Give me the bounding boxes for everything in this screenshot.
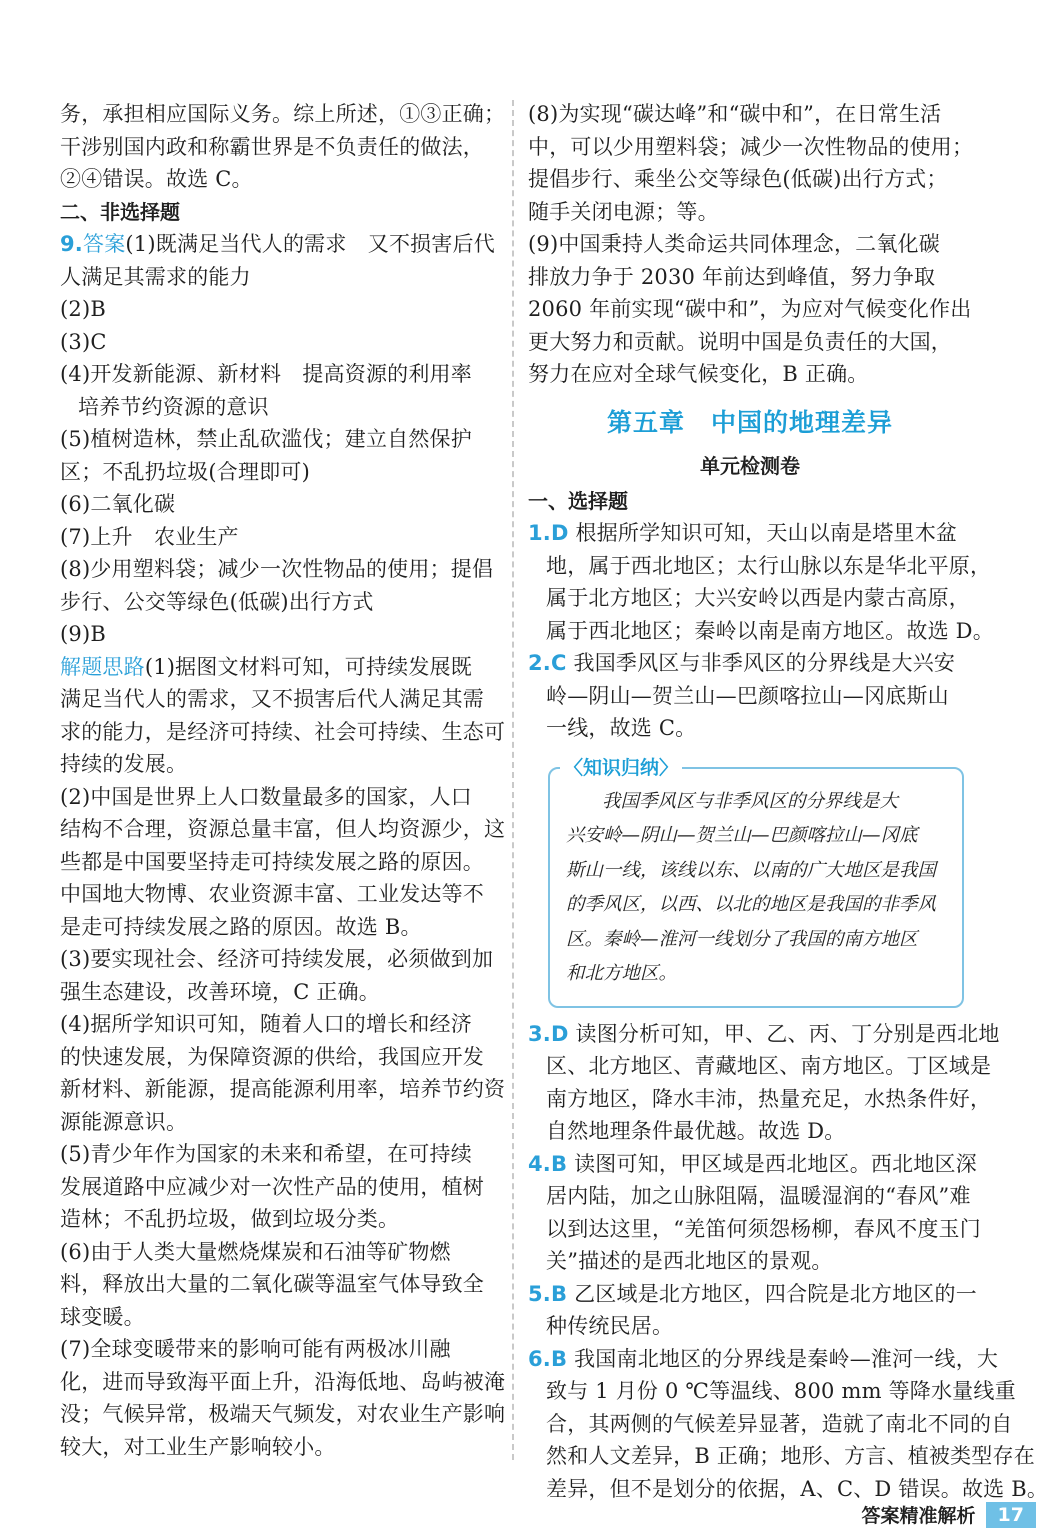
footer-label: 答案精准解析: [861, 1505, 976, 1527]
section-heading: 二、非选择题: [60, 199, 180, 224]
text-line: (3)要实现社会、经济可持续发展，必须做到加: [60, 947, 494, 971]
text-line: 中，可以少用塑料袋；减少一次性物品的使用；: [528, 134, 974, 159]
text-line: (9)中国秉持人类命运共同体理念，二氧化碳: [528, 232, 940, 256]
text-line: 步行、公交等绿色(低碳)出行方式: [60, 589, 374, 614]
text-line: 球变暖。: [60, 1304, 145, 1329]
text-line: (9)B: [60, 622, 106, 646]
question-number: 1.D: [528, 521, 569, 545]
question-6: [528, 1343, 999, 1376]
text-line: 根据所学知识可知，天山以南是塔里木盆: [575, 521, 958, 545]
text-line: 致与 1 月份 0 ℃等温线、800 mm 等降水量线重: [546, 1379, 1016, 1403]
text-line: (5)青少年作为国家的未来和希望，在可持续: [60, 1142, 472, 1166]
analysis-tag: 解题思路: [60, 654, 145, 679]
text-line: 区、北方地区、青藏地区、南方地区。丁区域是: [546, 1054, 992, 1078]
text-line: 居内陆，加之山脉阻隔，温暖湿润的“春风”难: [546, 1184, 971, 1208]
text-line: 新材料、新能源，提高能源利用率，培养节约资: [60, 1077, 506, 1101]
text-line: ②④错误。故选 C。: [60, 167, 253, 191]
text-line: 种传统民居。: [546, 1314, 674, 1338]
text-line: 造林；不乱扔垃圾，做到垃圾分类。: [60, 1207, 400, 1231]
text-line: 我国南北地区的分界线是秦岭—淮河一线，大: [574, 1346, 999, 1371]
text-line: 提倡步行、乘坐公交等绿色(低碳)出行方式；: [528, 167, 948, 191]
box-title: 〈知识归纳〉: [560, 753, 682, 780]
text-line: 属于西北地区；秦岭以南是南方地区。故选 D。: [546, 618, 994, 643]
section-heading: 一、选择题: [528, 488, 628, 513]
question-number: 9.: [60, 232, 83, 256]
text-line: 化，进而导致海平面上升，沿海低地、岛屿被淹: [60, 1369, 506, 1394]
text-line: 排放力争于 2030 年前达到峰值，努力争取: [528, 264, 936, 289]
text-line: 的快速发展，为保障资源的供给，我国应开发: [60, 1044, 484, 1069]
text-line: 2060 年前实现“碳中和”，为应对气候变化作出: [528, 297, 972, 321]
text-line: 我国季风区与非季风区的分界线是大: [602, 790, 899, 812]
question-number: 4.B: [528, 1151, 568, 1176]
text-line: (2)B: [60, 297, 106, 321]
text-line: 努力在应对全球气候变化，B 正确。: [528, 362, 869, 386]
left-column: [60, 98, 506, 1463]
text-line: (6)由于人类大量燃烧煤炭和石油等矿物燃: [60, 1239, 451, 1264]
text-line: (3)C: [60, 329, 107, 354]
question-number: 3.D: [528, 1021, 569, 1046]
text-line: 岭—阴山—贺兰山—巴颜喀拉山—冈底斯山: [546, 683, 949, 708]
text-line: (6)二氧化碳: [60, 492, 176, 516]
analysis-start: [60, 651, 500, 684]
text-line: 斯山一线，该线以东、以南的广大地区是我国: [566, 859, 937, 881]
text-line: 结构不合理，资源总量丰富，但人均资源少，这: [60, 817, 506, 841]
question-3: [528, 1018, 1000, 1051]
text-line: 然和人文差异，B 正确；地形、方言、植被类型存在: [546, 1444, 1035, 1468]
text-line: 读图可知，甲区域是西北地区。西北地区深: [574, 1151, 977, 1176]
chapter-subtitle: 单元检测卷: [700, 453, 800, 478]
text-line: 随手关闭电源；等。: [528, 199, 719, 224]
text-line: 自然地理条件最优越。故选 D。: [546, 1119, 846, 1143]
text-line: 培养节约资源的意识: [78, 394, 269, 419]
text-line: 求的能力，是经济可持续、社会可持续、生态可: [60, 719, 506, 744]
text-line: 区。秦岭—淮河一线划分了我国的南方地区: [566, 928, 918, 950]
page-footer: [862, 1501, 1036, 1528]
page-number: 17: [986, 1502, 1036, 1528]
text-line: 发展道路中应减少对一次性产品的使用，植树: [60, 1174, 484, 1199]
right-column: [528, 98, 1049, 1505]
text-line: (4)开发新能源、新材料 提高资源的利用率: [60, 362, 472, 386]
text-line: 满足当代人的需求，又不损害后代人满足其需: [60, 687, 484, 711]
question-number: 5.B: [528, 1281, 568, 1306]
text-line: (8)为实现“碳达峰”和“碳中和”，在日常生活: [528, 102, 942, 126]
text-line: 源能源意识。: [60, 1109, 188, 1134]
question-9-answer: [60, 228, 500, 261]
text-line: 务，承担相应国际义务。综上所述，①③正确；: [60, 102, 506, 126]
question-4: [528, 1148, 977, 1181]
text-line: 中国地大物博、农业资源丰富、工业发达等不: [60, 882, 484, 906]
question-number: 2.C: [528, 651, 567, 675]
text-line: 一线，故选 C。: [546, 716, 697, 740]
text-line: 料，释放出大量的二氧化碳等温室气体导致全: [60, 1272, 484, 1296]
text-line: (7)上升 农业生产: [60, 524, 239, 549]
text-line: 属于北方地区；大兴安岭以西是内蒙古高原，: [546, 586, 970, 610]
column-divider: [512, 100, 514, 1460]
text-line: (1)既满足当代人的需求 又不损害后代: [125, 232, 495, 256]
text-line: 没；气候异常，极端天气频发，对农业生产影响: [60, 1402, 506, 1426]
text-line: (4)据所学知识可知，随着人口的增长和经济: [60, 1012, 472, 1036]
text-line: 较大，对工业生产影响较小。: [60, 1434, 336, 1459]
text-line: 持续的发展。: [60, 752, 188, 776]
text-line: (7)全球变暖带来的影响可能有两极冰川融: [60, 1337, 451, 1361]
text-line: 差异，但不是划分的依据，A、C、D 错误。故选 B。: [546, 1476, 1049, 1501]
text-line: 干涉别国内政和称霸世界是不负责任的做法，: [60, 134, 484, 159]
text-line: 乙区域是北方地区，四合院是北方地区的一: [574, 1281, 977, 1306]
text-line: 以到达这里，“羌笛何须怨杨柳，春风不度玉门: [546, 1216, 981, 1241]
text-line: (2)中国是世界上人口数量最多的国家，人口: [60, 784, 472, 809]
box-title-text: 知识归纳: [583, 756, 660, 779]
text-line: 人满足其需求的能力: [60, 264, 251, 289]
text-line: 些都是中国要坚持走可持续发展之路的原因。: [60, 849, 484, 874]
question-5: [528, 1278, 977, 1311]
text-line: 和北方地区。: [566, 963, 678, 984]
text-line: 关”描述的是西北地区的景观。: [546, 1249, 833, 1273]
text-line: 兴安岭—阴山—贺兰山—巴颜喀拉山—冈底: [566, 825, 918, 846]
question-2: [528, 647, 972, 680]
text-line: (8)少用塑料袋；减少一次性物品的使用；提倡: [60, 557, 494, 581]
chapter-title: 第五章 中国的地理差异: [606, 407, 893, 437]
text-line: (5)植树造林，禁止乱砍滥伐；建立自然保护: [60, 427, 472, 451]
text-line: 读图分析可知，甲、乙、丙、丁分别是西北地: [575, 1021, 1000, 1046]
text-line: 是走可持续发展之路的原因。故选 B。: [60, 914, 422, 939]
text-line: 合，其两侧的气候差异显著，造就了南北不同的自: [546, 1411, 1013, 1436]
knowledge-summary-box: [548, 756, 964, 1008]
answer-tag: 答案: [83, 232, 126, 256]
question-1: [528, 517, 972, 550]
text-line: 南方地区，降水丰沛，热量充足，水热条件好，: [546, 1086, 992, 1111]
text-line: 我国季风区与非季风区的分界线是大兴安: [573, 651, 956, 675]
text-line: (1)据图文材料可知，可持续发展既: [144, 654, 472, 679]
text-line: 地，属于西北地区；太行山脉以东是华北平原，: [546, 553, 992, 578]
text-line: 的季风区，以西、以北的地区是我国的非季风: [566, 894, 937, 915]
text-line: 区；不乱扔垃圾(合理即可): [60, 459, 310, 484]
text-line: 更大努力和贡献。说明中国是负责任的大国，: [528, 329, 952, 354]
question-number: 6.B: [528, 1346, 568, 1371]
text-line: 强生态建设，改善环境，C 正确。: [60, 979, 380, 1004]
